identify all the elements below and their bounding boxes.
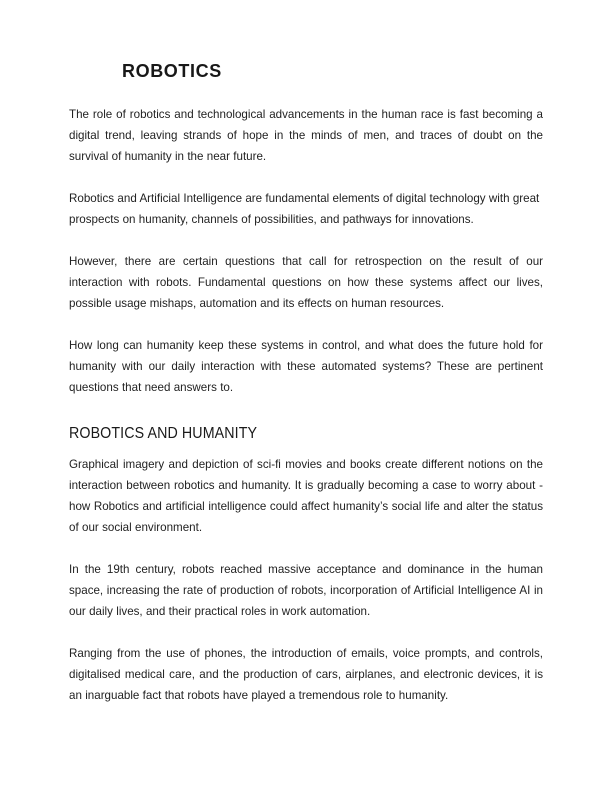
paragraph-humanity-3: Ranging from the use of phones, the introduction of emails, voice prompts, and controls, digitalised medical care, and the production of cars, airplanes, and electronic devices, it is an inarguable fact that robots have played a tremendous role to humanity.: [69, 647, 543, 702]
spacer: [69, 444, 543, 454]
spacer: [69, 94, 543, 104]
spacer: [69, 167, 543, 188]
section-heading-robotics-and-humanity: ROBOTICS AND HUMANITY: [69, 425, 258, 442]
spacer: [69, 622, 543, 643]
paragraph-intro-2: Robotics and Artificial Intelligence are fundamental elements of digital technology with great prospects on humanity, channels of possibilities, and pathways for innovations.: [69, 192, 540, 226]
document-body: [69, 60, 543, 706]
spacer: [69, 314, 543, 335]
spacer: [69, 230, 543, 251]
paragraph-intro-3: However, there are certain questions that call for retrospection on the result of our interaction with robots. Fundamental questions on how these systems affect our lives, possible usage mishaps, automation and its effects on human resources.: [69, 255, 543, 310]
paragraph-intro-1: The role of robotics and technological advancements in the human race is fast becoming a digital trend, leaving strands of hope in the minds of men, and traces of doubt on the survival of humanity in the near future.: [69, 108, 543, 163]
paragraph-intro-4: How long can humanity keep these systems in control, and what does the future hold for humanity with our daily interaction with these automated systems? These are pertinent questions that need answers to.: [69, 339, 543, 394]
spacer: [69, 538, 543, 559]
paragraph-humanity-1: Graphical imagery and depiction of sci-fi movies and books create different notions on the interaction between robotics and humanity. It is gradually becoming a case to worry about - how Robotics and artificial intelligence could affect humanity’s social life and alter the status of our social environment.: [69, 458, 543, 534]
paragraph-humanity-2: In the 19th century, robots reached massive acceptance and dominance in the human space, increasing the rate of production of robots, incorporation of Artificial Intelligence AI in our daily lives, and their practical roles in work automation.: [69, 563, 543, 618]
page-title: ROBOTICS: [122, 61, 222, 81]
spacer: [69, 398, 543, 424]
